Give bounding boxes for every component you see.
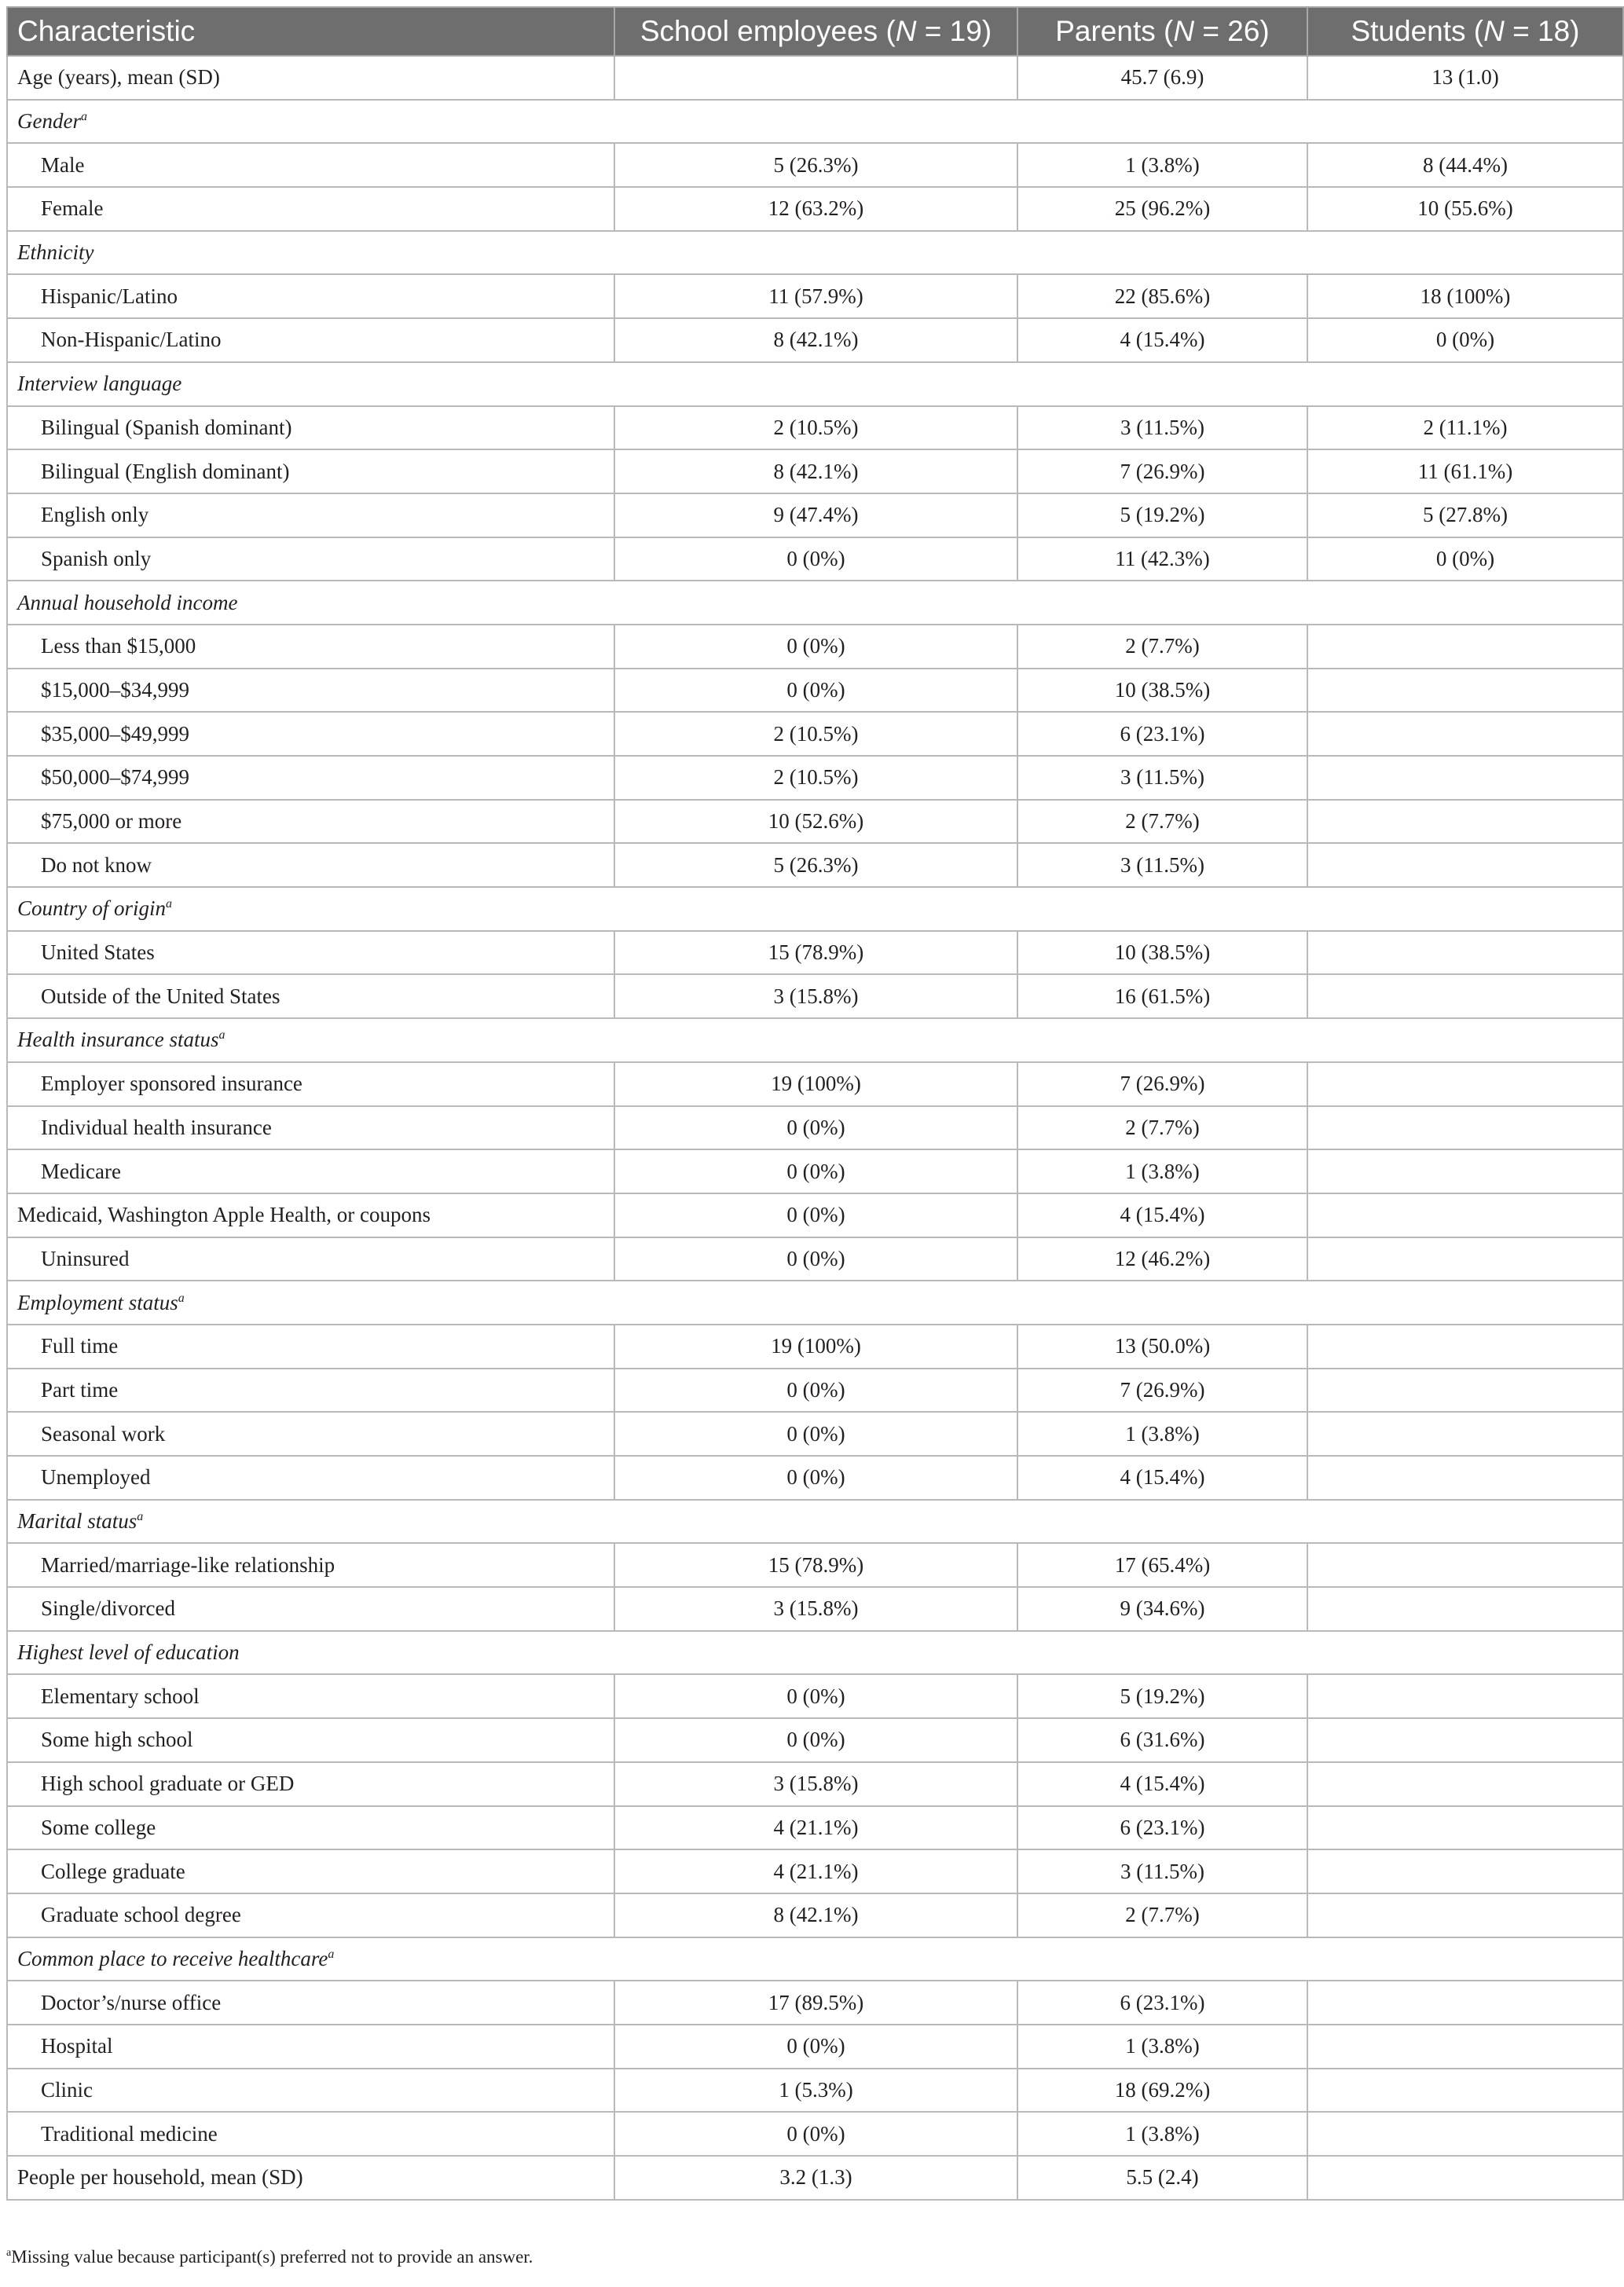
table-row xyxy=(7,1325,1623,1369)
table-row xyxy=(7,1106,1623,1150)
section-title-text: Marital status xyxy=(17,1509,137,1534)
cell-parents: 6 (31.6%) xyxy=(1017,1718,1307,1762)
section-title xyxy=(7,1631,1623,1675)
header-school-employees-label: School employees ( xyxy=(640,15,896,47)
cell-students xyxy=(1307,2112,1623,2156)
row-label: $35,000–$49,999 xyxy=(7,712,614,756)
cell-school-employees: 2 (10.5%) xyxy=(614,712,1017,756)
cell-students xyxy=(1307,1849,1623,1893)
table-row xyxy=(7,1849,1623,1893)
cell-school-employees: 0 (0%) xyxy=(614,1149,1017,1193)
cell-school-employees: 1 (5.3%) xyxy=(614,2069,1017,2113)
header-parents xyxy=(1017,7,1307,56)
table-row xyxy=(7,712,1623,756)
section-row xyxy=(7,1018,1623,1062)
table-row xyxy=(7,493,1623,537)
cell-parents: 5 (19.2%) xyxy=(1017,1674,1307,1718)
cell-students xyxy=(1307,1412,1623,1456)
table-row xyxy=(7,2156,1623,2200)
header-students-label: Students ( xyxy=(1351,15,1484,47)
table-row xyxy=(7,1587,1623,1631)
row-label: Hospital xyxy=(7,2025,614,2069)
demographics-table xyxy=(6,6,1624,2201)
cell-parents: 25 (96.2%) xyxy=(1017,187,1307,231)
cell-school-employees: 5 (26.3%) xyxy=(614,143,1017,187)
table-row xyxy=(7,1412,1623,1456)
cell-students xyxy=(1307,1237,1623,1281)
cell-parents: 1 (3.8%) xyxy=(1017,2025,1307,2069)
cell-students: 0 (0%) xyxy=(1307,318,1623,362)
cell-students xyxy=(1307,1718,1623,1762)
table-body xyxy=(7,56,1623,2200)
cell-students: 8 (44.4%) xyxy=(1307,143,1623,187)
row-label: $50,000–$74,999 xyxy=(7,756,614,800)
cell-parents: 6 (23.1%) xyxy=(1017,1981,1307,2025)
cell-students: 5 (27.8%) xyxy=(1307,493,1623,537)
cell-parents: 3 (11.5%) xyxy=(1017,756,1307,800)
section-title-text: Highest level of education xyxy=(17,1640,240,1665)
row-label: Employer sponsored insurance xyxy=(7,1062,614,1106)
table-row xyxy=(7,1149,1623,1193)
cell-students xyxy=(1307,1456,1623,1500)
cell-school-employees: 8 (42.1%) xyxy=(614,449,1017,493)
cell-students xyxy=(1307,625,1623,669)
cell-school-employees: 0 (0%) xyxy=(614,625,1017,669)
cell-students xyxy=(1307,669,1623,713)
cell-parents: 1 (3.8%) xyxy=(1017,2112,1307,2156)
cell-school-employees: 3 (15.8%) xyxy=(614,1762,1017,1806)
row-label: Age (years), mean (SD) xyxy=(7,56,614,100)
table-container xyxy=(6,6,1624,2201)
row-label: Part time xyxy=(7,1369,614,1413)
table-row xyxy=(7,756,1623,800)
row-label: $75,000 or more xyxy=(7,800,614,844)
table-row xyxy=(7,1981,1623,2025)
cell-students xyxy=(1307,1325,1623,1369)
footnote-marker: a xyxy=(178,1291,185,1305)
section-title-text: Employment status xyxy=(17,1290,178,1314)
row-label: Graduate school degree xyxy=(7,1893,614,1937)
table-row xyxy=(7,1543,1623,1587)
header-parents-n-value: = 26) xyxy=(1194,15,1270,47)
cell-parents: 3 (11.5%) xyxy=(1017,1849,1307,1893)
cell-parents: 1 (3.8%) xyxy=(1017,143,1307,187)
footnote-marker: a xyxy=(166,897,173,911)
section-title-text: Health insurance status xyxy=(17,1028,219,1052)
row-label: Male xyxy=(7,143,614,187)
cell-students xyxy=(1307,1106,1623,1150)
cell-school-employees: 9 (47.4%) xyxy=(614,493,1017,537)
cell-students: 0 (0%) xyxy=(1307,537,1623,581)
cell-school-employees: 0 (0%) xyxy=(614,1237,1017,1281)
table-row xyxy=(7,800,1623,844)
section-title xyxy=(7,362,1623,406)
row-label: Bilingual (Spanish dominant) xyxy=(7,406,614,450)
row-label: Traditional medicine xyxy=(7,2112,614,2156)
section-title-text: Country of origin xyxy=(17,896,167,921)
section-title-text: Ethnicity xyxy=(17,240,94,265)
row-label: Bilingual (English dominant) xyxy=(7,449,614,493)
row-label: Elementary school xyxy=(7,1674,614,1718)
cell-students xyxy=(1307,1893,1623,1937)
header-parents-n-symbol: N xyxy=(1173,15,1195,47)
cell-parents: 7 (26.9%) xyxy=(1017,1062,1307,1106)
cell-school-employees: 0 (0%) xyxy=(614,1456,1017,1500)
section-title xyxy=(7,581,1623,625)
cell-students xyxy=(1307,1193,1623,1237)
section-row xyxy=(7,231,1623,275)
cell-parents: 11 (42.3%) xyxy=(1017,537,1307,581)
footnote-marker: a xyxy=(80,110,87,124)
cell-parents: 2 (7.7%) xyxy=(1017,1893,1307,1937)
row-label: Do not know xyxy=(7,843,614,887)
section-title-text: Annual household income xyxy=(17,590,238,614)
row-label: Full time xyxy=(7,1325,614,1369)
footnote-marker: a xyxy=(6,2247,12,2259)
row-label: High school graduate or GED xyxy=(7,1762,614,1806)
row-label: Single/divorced xyxy=(7,1587,614,1631)
table-row xyxy=(7,1369,1623,1413)
cell-students xyxy=(1307,974,1623,1018)
row-label: Less than $15,000 xyxy=(7,625,614,669)
cell-parents: 9 (34.6%) xyxy=(1017,1587,1307,1631)
cell-school-employees: 17 (89.5%) xyxy=(614,1981,1017,2025)
cell-school-employees: 4 (21.1%) xyxy=(614,1849,1017,1893)
cell-school-employees: 3 (15.8%) xyxy=(614,1587,1017,1631)
table-row xyxy=(7,143,1623,187)
row-label: Outside of the United States xyxy=(7,974,614,1018)
cell-school-employees: 0 (0%) xyxy=(614,1106,1017,1150)
cell-school-employees xyxy=(614,56,1017,100)
cell-parents: 5.5 (2.4) xyxy=(1017,2156,1307,2200)
cell-parents: 6 (23.1%) xyxy=(1017,1806,1307,1850)
table-row xyxy=(7,406,1623,450)
cell-school-employees: 4 (21.1%) xyxy=(614,1806,1017,1850)
footnote-marker: a xyxy=(218,1028,225,1043)
section-title xyxy=(7,100,1623,144)
table-row xyxy=(7,2025,1623,2069)
header-students xyxy=(1307,7,1623,56)
cell-students xyxy=(1307,1587,1623,1631)
cell-parents: 4 (15.4%) xyxy=(1017,1456,1307,1500)
row-label: Clinic xyxy=(7,2069,614,2113)
table-row xyxy=(7,2112,1623,2156)
cell-parents: 7 (26.9%) xyxy=(1017,449,1307,493)
row-label: Some college xyxy=(7,1806,614,1850)
footnote-text: Missing value because participant(s) preferred not to provide an answer. xyxy=(11,2247,533,2267)
section-row xyxy=(7,887,1623,931)
cell-school-employees: 15 (78.9%) xyxy=(614,931,1017,975)
table-row xyxy=(7,1456,1623,1500)
section-row xyxy=(7,581,1623,625)
header-school-employees-n-symbol: N xyxy=(895,15,917,47)
row-label: Non-Hispanic/Latino xyxy=(7,318,614,362)
cell-students xyxy=(1307,1369,1623,1413)
cell-parents: 3 (11.5%) xyxy=(1017,843,1307,887)
cell-school-employees: 8 (42.1%) xyxy=(614,1893,1017,1937)
cell-parents: 1 (3.8%) xyxy=(1017,1412,1307,1456)
table-row xyxy=(7,1893,1623,1937)
row-label: Hispanic/Latino xyxy=(7,274,614,318)
cell-students xyxy=(1307,1762,1623,1806)
cell-school-employees: 15 (78.9%) xyxy=(614,1543,1017,1587)
table-row xyxy=(7,1762,1623,1806)
cell-students xyxy=(1307,1543,1623,1587)
cell-parents: 6 (23.1%) xyxy=(1017,712,1307,756)
table-row xyxy=(7,1237,1623,1281)
header-school-employees-n-value: = 19) xyxy=(916,15,992,47)
cell-school-employees: 11 (57.9%) xyxy=(614,274,1017,318)
section-title-text: Common place to receive healthcare xyxy=(17,1946,328,1970)
cell-students xyxy=(1307,1981,1623,2025)
row-label: $15,000–$34,999 xyxy=(7,669,614,713)
cell-parents: 12 (46.2%) xyxy=(1017,1237,1307,1281)
cell-school-employees: 0 (0%) xyxy=(614,537,1017,581)
table-row xyxy=(7,1193,1623,1237)
footnote-marker: a xyxy=(137,1510,144,1524)
cell-school-employees: 19 (100%) xyxy=(614,1325,1017,1369)
cell-students xyxy=(1307,2069,1623,2113)
cell-students xyxy=(1307,1149,1623,1193)
cell-school-employees: 0 (0%) xyxy=(614,1718,1017,1762)
header-students-n-value: = 18) xyxy=(1504,15,1580,47)
section-title-text: Interview language xyxy=(17,372,182,396)
cell-parents: 3 (11.5%) xyxy=(1017,406,1307,450)
row-label: Doctor’s/nurse office xyxy=(7,1981,614,2025)
table-row xyxy=(7,843,1623,887)
row-label: Medicare xyxy=(7,1149,614,1193)
table-row xyxy=(7,56,1623,100)
cell-students xyxy=(1307,1674,1623,1718)
header-school-employees xyxy=(614,7,1017,56)
cell-school-employees: 12 (63.2%) xyxy=(614,187,1017,231)
cell-parents: 4 (15.4%) xyxy=(1017,1193,1307,1237)
cell-students xyxy=(1307,1062,1623,1106)
table-header xyxy=(7,7,1623,56)
cell-school-employees: 10 (52.6%) xyxy=(614,800,1017,844)
cell-students xyxy=(1307,712,1623,756)
section-row xyxy=(7,1281,1623,1325)
cell-school-employees: 2 (10.5%) xyxy=(614,756,1017,800)
cell-parents: 13 (50.0%) xyxy=(1017,1325,1307,1369)
cell-school-employees: 0 (0%) xyxy=(614,669,1017,713)
cell-parents: 4 (15.4%) xyxy=(1017,1762,1307,1806)
table-row xyxy=(7,1806,1623,1850)
row-label: Spanish only xyxy=(7,537,614,581)
table-row xyxy=(7,1062,1623,1106)
table-row xyxy=(7,669,1623,713)
row-label: English only xyxy=(7,493,614,537)
section-row xyxy=(7,1500,1623,1544)
cell-parents: 45.7 (6.9) xyxy=(1017,56,1307,100)
cell-students: 2 (11.1%) xyxy=(1307,406,1623,450)
cell-parents: 4 (15.4%) xyxy=(1017,318,1307,362)
cell-school-employees: 0 (0%) xyxy=(614,1674,1017,1718)
cell-school-employees: 2 (10.5%) xyxy=(614,406,1017,450)
table-row xyxy=(7,974,1623,1018)
cell-parents: 18 (69.2%) xyxy=(1017,2069,1307,2113)
section-title-text: Gender xyxy=(17,109,81,134)
cell-parents: 10 (38.5%) xyxy=(1017,669,1307,713)
cell-school-employees: 0 (0%) xyxy=(614,2025,1017,2069)
table-row xyxy=(7,2069,1623,2113)
row-label: Uninsured xyxy=(7,1237,614,1281)
cell-school-employees: 0 (0%) xyxy=(614,1193,1017,1237)
row-label: College graduate xyxy=(7,1849,614,1893)
table-row xyxy=(7,1718,1623,1762)
header-students-n-symbol: N xyxy=(1483,15,1505,47)
cell-students: 11 (61.1%) xyxy=(1307,449,1623,493)
row-label: Female xyxy=(7,187,614,231)
cell-school-employees: 0 (0%) xyxy=(614,1369,1017,1413)
table-row xyxy=(7,187,1623,231)
section-title xyxy=(7,1500,1623,1544)
table-row xyxy=(7,931,1623,975)
row-label: Individual health insurance xyxy=(7,1106,614,1150)
cell-students xyxy=(1307,2025,1623,2069)
row-label: Married/marriage-like relationship xyxy=(7,1543,614,1587)
cell-students xyxy=(1307,931,1623,975)
cell-parents: 2 (7.7%) xyxy=(1017,625,1307,669)
cell-parents: 10 (38.5%) xyxy=(1017,931,1307,975)
cell-parents: 5 (19.2%) xyxy=(1017,493,1307,537)
cell-parents: 1 (3.8%) xyxy=(1017,1149,1307,1193)
section-row xyxy=(7,1631,1623,1675)
cell-students xyxy=(1307,2156,1623,2200)
cell-parents: 7 (26.9%) xyxy=(1017,1369,1307,1413)
cell-school-employees: 0 (0%) xyxy=(614,1412,1017,1456)
table-row xyxy=(7,1674,1623,1718)
section-row xyxy=(7,362,1623,406)
header-characteristic: Characteristic xyxy=(7,7,614,56)
table-row xyxy=(7,449,1623,493)
cell-school-employees: 5 (26.3%) xyxy=(614,843,1017,887)
row-label: Some high school xyxy=(7,1718,614,1762)
row-label: People per household, mean (SD) xyxy=(7,2156,614,2200)
cell-students xyxy=(1307,800,1623,844)
table-row xyxy=(7,537,1623,581)
cell-parents: 17 (65.4%) xyxy=(1017,1543,1307,1587)
section-title xyxy=(7,1281,1623,1325)
header-row xyxy=(7,7,1623,56)
cell-students: 18 (100%) xyxy=(1307,274,1623,318)
row-label: Medicaid, Washington Apple Health, or coupons xyxy=(7,1193,614,1237)
table-row xyxy=(7,274,1623,318)
cell-school-employees: 0 (0%) xyxy=(614,2112,1017,2156)
row-label: Unemployed xyxy=(7,1456,614,1500)
table-row xyxy=(7,625,1623,669)
header-parents-label: Parents ( xyxy=(1055,15,1174,47)
section-row xyxy=(7,100,1623,144)
cell-students: 13 (1.0) xyxy=(1307,56,1623,100)
table-footnote xyxy=(6,2247,533,2267)
cell-school-employees: 19 (100%) xyxy=(614,1062,1017,1106)
cell-parents: 2 (7.7%) xyxy=(1017,800,1307,844)
cell-school-employees: 3.2 (1.3) xyxy=(614,2156,1017,2200)
table-row xyxy=(7,318,1623,362)
footnote-marker: a xyxy=(328,1947,335,1961)
cell-students xyxy=(1307,1806,1623,1850)
cell-students: 10 (55.6%) xyxy=(1307,187,1623,231)
cell-parents: 22 (85.6%) xyxy=(1017,274,1307,318)
section-row xyxy=(7,1937,1623,1981)
section-title xyxy=(7,1937,1623,1981)
cell-students xyxy=(1307,843,1623,887)
section-title xyxy=(7,887,1623,931)
row-label: Seasonal work xyxy=(7,1412,614,1456)
cell-school-employees: 3 (15.8%) xyxy=(614,974,1017,1018)
cell-parents: 16 (61.5%) xyxy=(1017,974,1307,1018)
cell-school-employees: 8 (42.1%) xyxy=(614,318,1017,362)
section-title xyxy=(7,1018,1623,1062)
section-title xyxy=(7,231,1623,275)
cell-parents: 2 (7.7%) xyxy=(1017,1106,1307,1150)
row-label: United States xyxy=(7,931,614,975)
cell-students xyxy=(1307,756,1623,800)
